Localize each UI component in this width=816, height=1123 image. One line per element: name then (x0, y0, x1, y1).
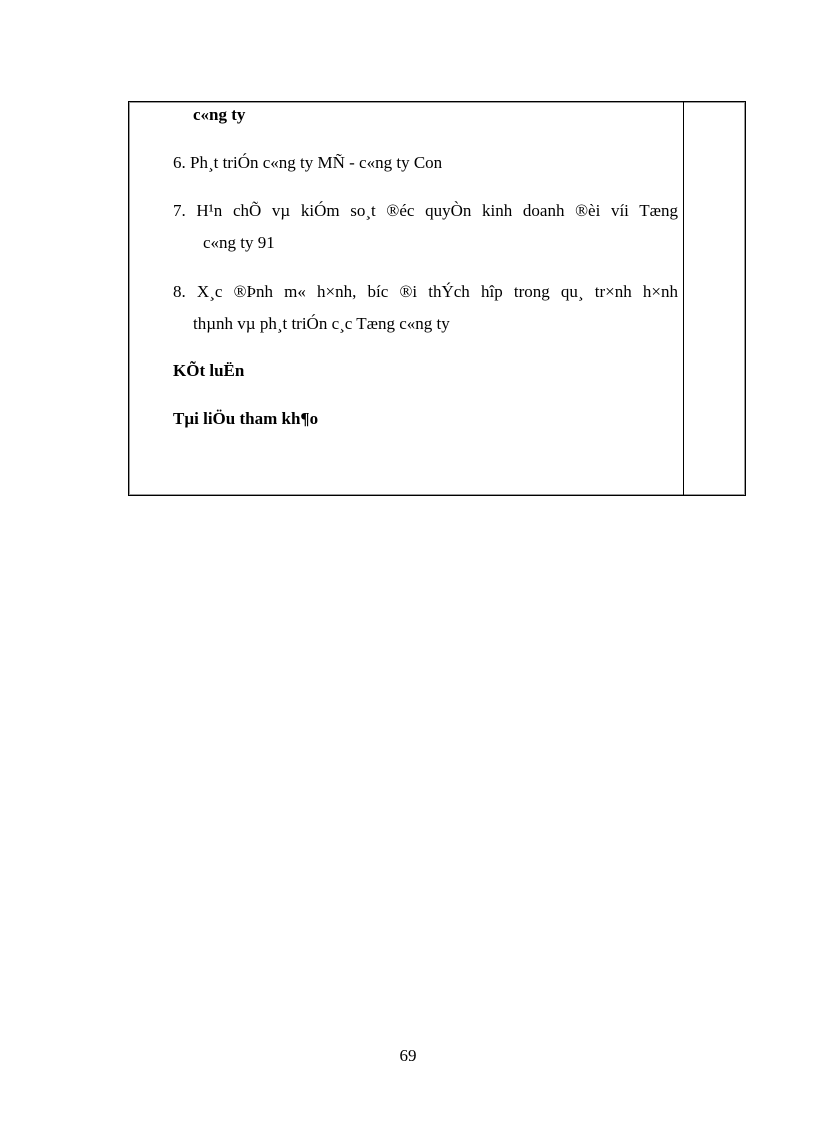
toc-continued-line: c«ng ty (193, 105, 246, 124)
toc-item-6: 6. Ph¸t triÓn c«ng ty MÑ - c«ng ty Con (173, 153, 443, 172)
column-divider (683, 102, 684, 495)
toc-item-8-line-2: thµnh vµ ph¸t triÓn c¸c Tæng c«ng ty (193, 314, 450, 333)
page-number: 69 (399, 1046, 417, 1065)
toc-item-7-line-2: c«ng ty 91 (203, 233, 275, 252)
toc-item-8-line-1: 8. X¸c ®Þnh m« h×nh, bíc ®i thÝch hîp trong qu¸ tr×nh h×nh (173, 282, 678, 301)
toc-item-7-line-1: 7. H¹n chÕ vµ kiÓm so¸t ®éc quyÒn kinh doanh ®èi víi Tæng (173, 201, 678, 220)
toc-table (128, 101, 746, 496)
toc-references: Tµi liÖu tham kh¶o (173, 409, 319, 428)
toc-conclusion: KÕt luËn (173, 361, 245, 380)
